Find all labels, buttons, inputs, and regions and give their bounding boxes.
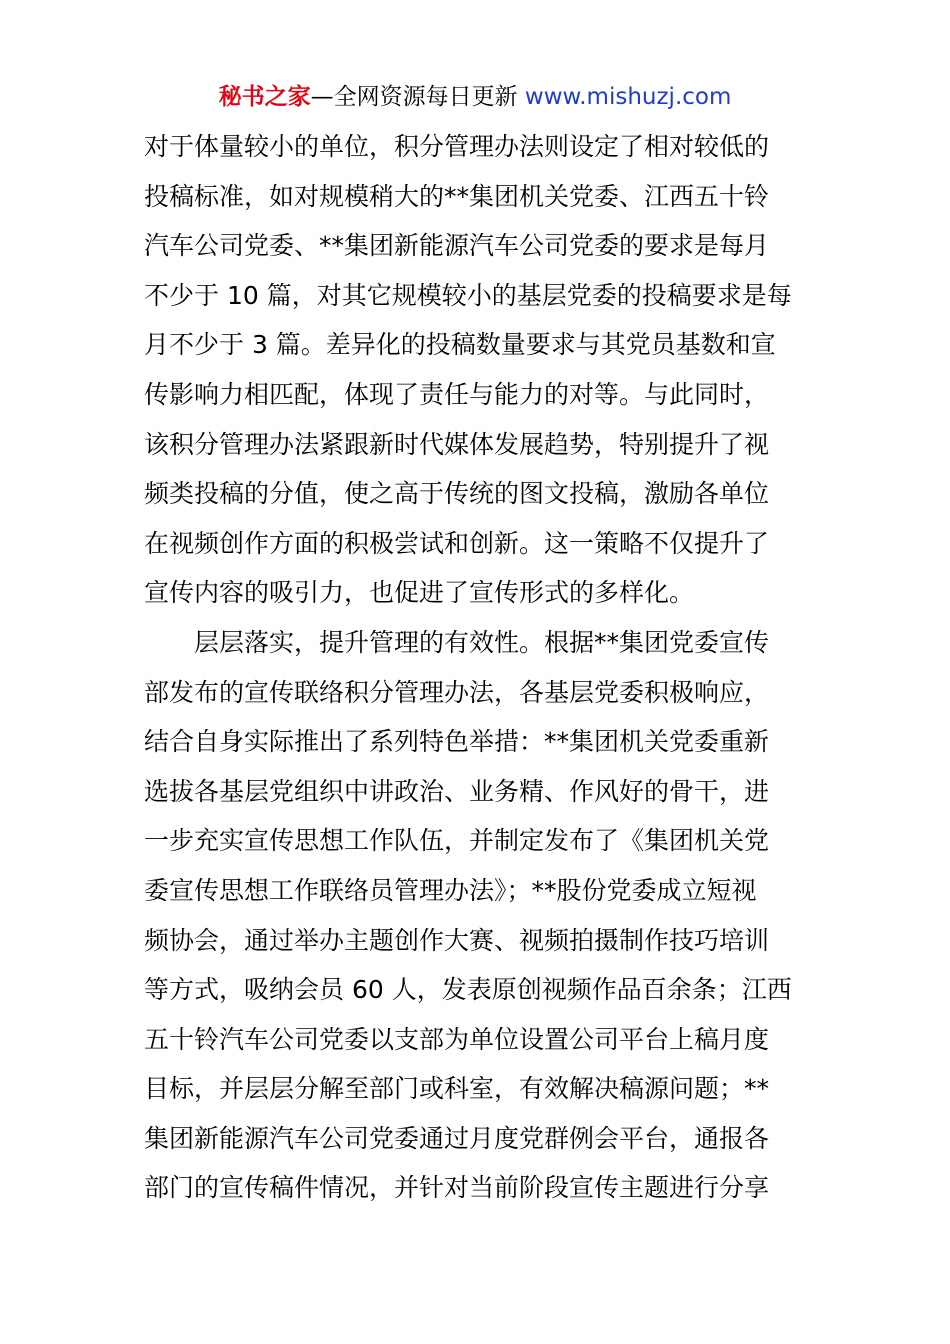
text-line: 部发布的宣传联络积分管理办法，各基层党委积极响应， bbox=[144, 677, 770, 707]
text-line: 不少于 10 篇，对其它规模较小的基层党委的投稿要求是每 bbox=[144, 280, 792, 310]
document-body bbox=[144, 122, 814, 1213]
text-line: 集团新能源汽车公司党委通过月度党群例会平台，通报各 bbox=[144, 1123, 770, 1153]
text-line: 频协会，通过举办主题创作大赛、视频拍摄制作技巧培训 bbox=[144, 925, 770, 955]
paragraph-start-line: 层层落实，提升管理的有效性。根据**集团党委宣传 bbox=[194, 627, 770, 657]
text-line: 对于体量较小的单位，积分管理办法则设定了相对较低的 bbox=[144, 132, 770, 161]
text-line: 月不少于 3 篇。差异化的投稿数量要求与其党员基数和宣 bbox=[144, 330, 776, 360]
text-line: 传影响力相匹配，体现了责任与能力的对等。与此同时， bbox=[144, 379, 770, 409]
text-line: 五十铃汽车公司党委以支部为单位设置公司平台上稿月度 bbox=[144, 1024, 770, 1054]
site-url: www.mishuzj.com bbox=[524, 84, 732, 110]
text-line: 一步充实宣传思想工作队伍，并制定发布了《集团机关党 bbox=[144, 826, 770, 856]
site-brand: 秘书之家 bbox=[218, 84, 311, 110]
site-header bbox=[0, 80, 950, 114]
text-line: 选拔各基层党组织中讲政治、业务精、作风好的骨干，进 bbox=[144, 776, 770, 806]
text-line: 频类投稿的分值，使之高于传统的图文投稿，激励各单位 bbox=[144, 479, 770, 509]
text-line: 汽车公司党委、**集团新能源汽车公司党委的要求是每月 bbox=[144, 231, 770, 261]
text-line: 在视频创作方面的积极尝试和创新。这一策略不仅提升了 bbox=[144, 528, 770, 558]
site-tagline: —全网资源每日更新 bbox=[310, 84, 525, 110]
text-line: 等方式，吸纳会员 60 人，发表原创视频作品百余条；江西 bbox=[144, 975, 792, 1005]
text-line: 该积分管理办法紧跟新时代媒体发展趋势，特别提升了视 bbox=[144, 429, 770, 459]
text-line: 结合自身实际推出了系列特色举措：**集团机关党委重新 bbox=[144, 727, 770, 757]
text-line: 宣传内容的吸引力，也促进了宣传形式的多样化。 bbox=[144, 578, 695, 608]
text-line: 目标，并层层分解至部门或科室，有效解决稿源问题；** bbox=[144, 1074, 770, 1104]
text-line: 投稿标准，如对规模稍大的**集团机关党委、江西五十铃 bbox=[144, 181, 770, 211]
text-line: 委宣传思想工作联络员管理办法》；**股份党委成立短视 bbox=[144, 875, 757, 905]
text-line: 部门的宣传稿件情况，并针对当前阶段宣传主题进行分享 bbox=[144, 1173, 770, 1203]
